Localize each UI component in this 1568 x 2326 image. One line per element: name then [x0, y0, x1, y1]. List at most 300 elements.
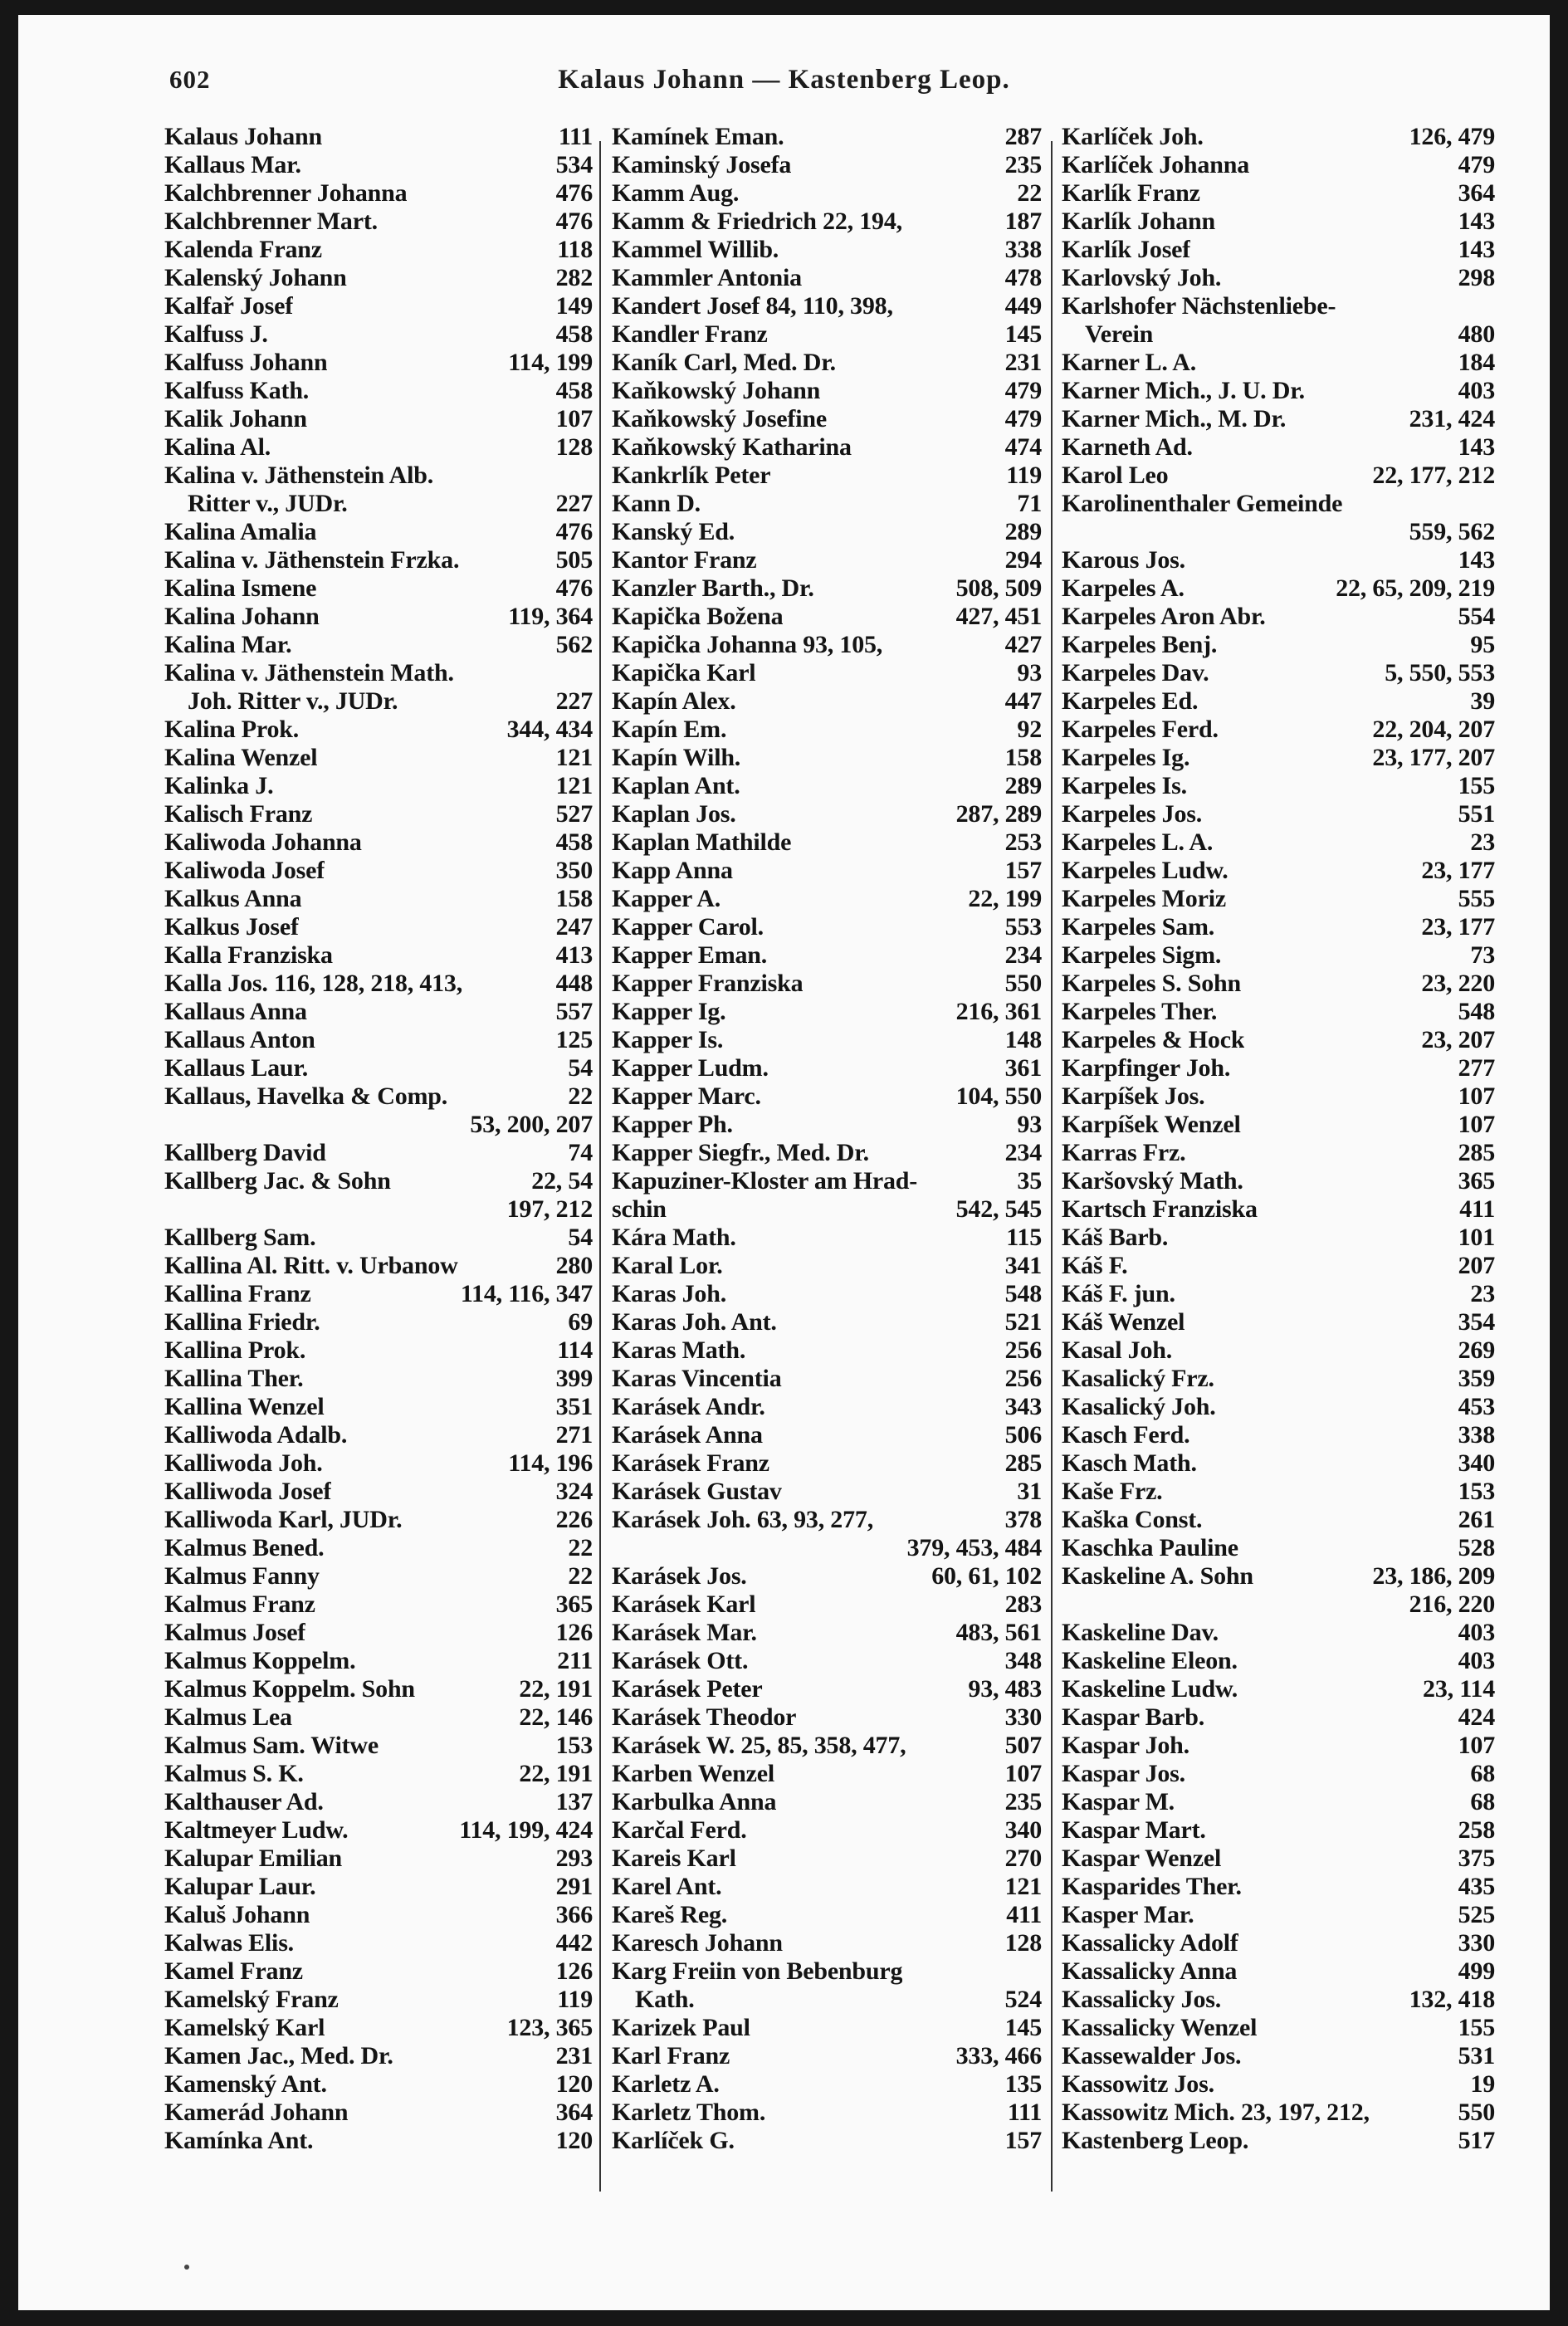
entry-pages: 53, 200, 207 [470, 1111, 593, 1138]
entry-pages: 479 [1004, 405, 1042, 432]
index-entry [612, 800, 1042, 828]
entry-pages: 128 [555, 433, 593, 461]
entry-pages: 289 [1004, 772, 1042, 799]
entry-name: Karpeles Aron Abr. [1062, 603, 1266, 630]
entry-name: Kalliwoda Joh. [164, 1449, 323, 1477]
entry-pages: 23, 177 [1421, 857, 1495, 884]
index-entry [1062, 179, 1495, 208]
entry-name: Kamm Aug. [612, 179, 740, 207]
index-entry [164, 1139, 593, 1167]
index-entry [1062, 1167, 1495, 1195]
index-entry [612, 885, 1042, 913]
entry-name: Karásek Jos. [612, 1562, 747, 1590]
entry-name: Kalkus Anna [164, 885, 302, 912]
entry-pages: 350 [555, 857, 593, 884]
entry-name: Káš F. [1062, 1252, 1128, 1279]
index-entry [1062, 1562, 1495, 1591]
entry-name: Kalwas Elis. [164, 1929, 294, 1957]
entry-name: Kalfuss Johann [164, 349, 328, 376]
entry-name: Kalthauser Ad. [164, 1788, 324, 1815]
index-entry [612, 1534, 1042, 1562]
entry-name: Kalina Prok. [164, 716, 300, 743]
entry-pages: 403 [1458, 1619, 1495, 1646]
index-entry [164, 208, 593, 236]
entry-name: Kallina Friedr. [164, 1308, 320, 1336]
entry-name: Kalupar Laur. [164, 1873, 316, 1900]
entry-pages: 54 [568, 1054, 593, 1082]
entry-name: Kaplan Mathilde [612, 828, 792, 856]
index-entry [1062, 2042, 1495, 2070]
index-entry [164, 1478, 593, 1506]
entry-name: Karpeles S. Sohn [1062, 970, 1242, 997]
entry-name: Kasparides Ther. [1062, 1873, 1242, 1900]
index-entry [612, 772, 1042, 800]
entry-pages: 548 [1004, 1280, 1042, 1307]
entry-name: Kalina Mar. [164, 631, 292, 658]
entry-pages: 143 [1458, 236, 1495, 263]
entry-name: Kapp Anna [612, 857, 733, 884]
entry-pages: 458 [555, 377, 593, 404]
entry-name: Karpeles Ig. [1062, 744, 1190, 771]
entry-pages: 507 [1004, 1732, 1042, 1759]
entry-name: Kallaus Anna [164, 998, 307, 1025]
entry-pages: 227 [555, 687, 593, 715]
entry-name: Kalfuss Kath. [164, 377, 310, 404]
entry-pages: 411 [1459, 1195, 1495, 1223]
entry-name: Karásek Theodor [612, 1703, 797, 1731]
entry-pages: 126, 479 [1409, 123, 1495, 150]
entry-pages: 22 [568, 1534, 593, 1561]
entry-name: Kapper Eman. [612, 941, 768, 969]
entry-name: Kalchbrenner Mart. [164, 208, 378, 235]
index-entry [1062, 1252, 1495, 1280]
entry-name: Karl Franz [612, 2042, 730, 2069]
entry-pages: 562 [555, 631, 593, 658]
entry-pages: 22, 65, 209, 219 [1336, 574, 1495, 602]
index-entry [612, 1224, 1042, 1252]
entry-pages: 282 [555, 264, 593, 291]
entry-pages: 184 [1458, 349, 1495, 376]
index-entry [612, 1054, 1042, 1082]
index-entry [164, 1732, 593, 1760]
entry-pages: 143 [1458, 208, 1495, 235]
entry-name: Karlíček G. [612, 2127, 735, 2154]
index-columns [164, 123, 1517, 2265]
index-entry [164, 659, 593, 687]
entry-name: Kassalicky Anna [1062, 1957, 1238, 1985]
entry-pages: 107 [1458, 1732, 1495, 1759]
entry-name: Kastenberg Leop. [1062, 2127, 1249, 2154]
entry-pages: 22, 204, 207 [1372, 716, 1495, 743]
entry-pages: 31 [1017, 1478, 1042, 1505]
index-entry [164, 1647, 593, 1675]
entry-name: Karlíček Joh. [1062, 123, 1204, 150]
index-entry [612, 1816, 1042, 1845]
entry-pages: 289 [1004, 518, 1042, 545]
index-entry [164, 1111, 593, 1139]
entry-pages: 285 [1458, 1139, 1495, 1166]
entry-pages: 107 [1458, 1082, 1495, 1110]
entry-pages: 54 [568, 1224, 593, 1251]
entry-name: Kapper A. [612, 885, 721, 912]
index-entry [612, 2070, 1042, 2099]
index-entry [164, 1816, 593, 1845]
entry-pages: 216, 361 [955, 998, 1042, 1025]
entry-pages: 344, 434 [506, 716, 593, 743]
entry-pages: 153 [555, 1732, 593, 1759]
entry-pages: 211 [557, 1647, 593, 1674]
entry-pages: 231 [1004, 349, 1042, 376]
index-entry [612, 1845, 1042, 1873]
index-entry [164, 1026, 593, 1054]
entry-name: Kaspar Jos. [1062, 1760, 1185, 1787]
entry-name: Kaspar Mart. [1062, 1816, 1206, 1844]
entry-name: Kantor Franz [612, 546, 757, 574]
entry-pages: 158 [1004, 744, 1042, 771]
entry-pages: 555 [1458, 885, 1495, 912]
entry-pages: 287 [1004, 123, 1042, 150]
entry-name: Karben Wenzel [612, 1760, 775, 1787]
entry-pages: 231 [555, 2042, 593, 2069]
entry-pages: 550 [1004, 970, 1042, 997]
entry-name: Kaliwoda Josef [164, 857, 325, 884]
entry-pages: 527 [555, 800, 593, 828]
entry-pages: 68 [1470, 1760, 1495, 1787]
index-entry [612, 264, 1042, 292]
entry-name: Karásek Gustav [612, 1478, 782, 1505]
entry-name: Kamen Jac., Med. Dr. [164, 2042, 393, 2069]
index-entry [612, 1026, 1042, 1054]
entry-name: Kaspar M. [1062, 1788, 1175, 1815]
entry-pages: 548 [1458, 998, 1495, 1025]
entry-pages: 324 [555, 1478, 593, 1505]
entry-pages: 101 [1458, 1224, 1495, 1251]
entry-name: Kasal Joh. [1062, 1336, 1173, 1364]
entry-pages: 93, 483 [968, 1675, 1042, 1703]
entry-name: Karpeles Ferd. [1062, 716, 1219, 743]
index-entry [1062, 1873, 1495, 1901]
index-entry [1062, 1675, 1495, 1703]
entry-pages: 126 [555, 1619, 593, 1646]
index-entry [1062, 1901, 1495, 1929]
index-entry [612, 377, 1042, 405]
entry-pages: 74 [568, 1139, 593, 1166]
entry-pages: 411 [1006, 1901, 1042, 1928]
entry-name: Karpeles A. [1062, 574, 1185, 602]
entry-name: Karpeles Jos. [1062, 800, 1203, 828]
index-entry [164, 828, 593, 857]
entry-pages: 153 [1458, 1478, 1495, 1505]
index-entry [612, 1308, 1042, 1336]
entry-pages: 22, 146 [519, 1703, 593, 1731]
index-entry [1062, 151, 1495, 179]
entry-pages: 135 [1004, 2070, 1042, 2098]
entry-pages: 22 [568, 1562, 593, 1590]
index-entry [164, 1308, 593, 1336]
entry-pages: 71 [1017, 490, 1042, 517]
entry-pages: 508, 509 [955, 574, 1042, 602]
index-entry [612, 179, 1042, 208]
entry-name: Kalina Ismene [164, 574, 317, 602]
entry-name: Ritter v., JUDr. [188, 490, 348, 517]
page-header [18, 58, 1550, 108]
index-entry [612, 320, 1042, 349]
index-entry [1062, 377, 1495, 405]
entry-name: Kamenský Ant. [164, 2070, 327, 2098]
entry-pages: 132, 418 [1409, 1986, 1495, 2013]
index-entry [612, 462, 1042, 490]
index-entry [164, 857, 593, 885]
entry-pages: 399 [555, 1365, 593, 1392]
entry-pages: 364 [1458, 179, 1495, 207]
index-entry [612, 970, 1042, 998]
entry-pages: 120 [555, 2127, 593, 2154]
index-entry [164, 151, 593, 179]
index-entry [164, 2014, 593, 2042]
index-entry [164, 462, 593, 490]
index-entry [1062, 264, 1495, 292]
index-entry [1062, 687, 1495, 716]
entry-pages: 19 [1470, 2070, 1495, 2098]
entry-pages: 269 [1458, 1336, 1495, 1364]
index-entry [1062, 518, 1495, 546]
index-entry [164, 744, 593, 772]
entry-pages: 478 [1004, 264, 1042, 291]
index-entry [1062, 631, 1495, 659]
index-entry [1062, 1082, 1495, 1111]
index-entry [612, 1195, 1042, 1224]
index-entry [1062, 1845, 1495, 1873]
index-entry [164, 772, 593, 800]
entry-name: Kalisch Franz [164, 800, 313, 828]
index-entry [1062, 1139, 1495, 1167]
index-entry [164, 913, 593, 941]
entry-name: Karas Joh. [612, 1280, 727, 1307]
entry-pages: 68 [1470, 1788, 1495, 1815]
index-entry [1062, 349, 1495, 377]
entry-name: Kapička Karl [612, 659, 756, 687]
entry-pages: 449 [1004, 292, 1042, 320]
entry-pages: 120 [555, 2070, 593, 2098]
entry-pages: 128 [1004, 1929, 1042, 1957]
entry-pages: 115 [1006, 1224, 1042, 1251]
entry-pages: 149 [555, 292, 593, 320]
entry-name: Kassalicky Adolf [1062, 1929, 1238, 1957]
entry-name: Karpeles Ther. [1062, 998, 1218, 1025]
entry-pages: 528 [1458, 1534, 1495, 1561]
entry-pages: 435 [1458, 1873, 1495, 1900]
entry-pages: 542, 545 [955, 1195, 1042, 1223]
index-entry [164, 1873, 593, 1901]
index-entry [1062, 1393, 1495, 1421]
entry-name: Kammler Antonia [612, 264, 802, 291]
entry-name: Kassowitz Mich. 23, 197, 212, [1062, 2099, 1370, 2126]
entry-name: Kalmus Josef [164, 1619, 306, 1646]
entry-pages: 23, 177 [1421, 913, 1495, 941]
index-entry [1062, 1449, 1495, 1478]
entry-name: Karras Frz. [1062, 1139, 1186, 1166]
entry-pages: 359 [1458, 1365, 1495, 1392]
index-entry [1062, 885, 1495, 913]
index-entry [1062, 574, 1495, 603]
index-entry [612, 913, 1042, 941]
entry-name: Kassalicky Wenzel [1062, 2014, 1258, 2041]
index-entry [612, 1929, 1042, 1957]
entry-name: Karásek W. 25, 85, 358, 477, [612, 1732, 906, 1759]
entry-name: Karlovský Joh. [1062, 264, 1222, 291]
index-entry [612, 1421, 1042, 1449]
index-entry [612, 603, 1042, 631]
entry-name: Kaskeline Ludw. [1062, 1675, 1238, 1703]
entry-pages: 427, 451 [955, 603, 1042, 630]
index-entry [164, 1195, 593, 1224]
index-entry [612, 574, 1042, 603]
entry-pages: 114, 116, 347 [460, 1280, 593, 1307]
entry-name: Kalliwoda Adalb. [164, 1421, 348, 1449]
entry-name: Kallina Al. Ritt. v. Urbanow [164, 1252, 458, 1279]
entry-pages: 123, 365 [506, 2014, 593, 2041]
entry-pages: 476 [555, 574, 593, 602]
index-entry [164, 885, 593, 913]
entry-pages: 448 [555, 970, 593, 997]
entry-pages: 534 [555, 151, 593, 178]
index-entry [1062, 1111, 1495, 1139]
entry-pages: 283 [1004, 1591, 1042, 1618]
entry-name: Kaška Const. [1062, 1506, 1203, 1533]
entry-name: Kallina Franz [164, 1280, 311, 1307]
entry-pages: 424 [1458, 1703, 1495, 1731]
entry-pages: 261 [1458, 1506, 1495, 1533]
index-entry [1062, 1308, 1495, 1336]
index-entry [1062, 1957, 1495, 1986]
index-entry [164, 490, 593, 518]
entry-name: Kaplan Jos. [612, 800, 736, 828]
entry-name: Kalfuss J. [164, 320, 268, 348]
index-entry [612, 151, 1042, 179]
entry-pages: 474 [1004, 433, 1042, 461]
index-entry [1062, 433, 1495, 462]
entry-pages: 226 [555, 1506, 593, 1533]
entry-pages: 227 [555, 490, 593, 517]
index-entry [164, 1901, 593, 1929]
index-entry [164, 1365, 593, 1393]
entry-name: Karner Mich., M. Dr. [1062, 405, 1287, 432]
entry-name: Kalla Jos. 116, 128, 218, 413, [164, 970, 463, 997]
index-entry [1062, 970, 1495, 998]
entry-name: Karásek Mar. [612, 1619, 757, 1646]
entry-name: Kallaus, Havelka & Comp. [164, 1082, 448, 1110]
entry-pages: 403 [1458, 377, 1495, 404]
entry-pages: 23 [1470, 1280, 1495, 1307]
entry-pages: 521 [1004, 1308, 1042, 1336]
index-entry [164, 1224, 593, 1252]
index-entry [1062, 1336, 1495, 1365]
index-entry [1062, 1280, 1495, 1308]
entry-pages: 145 [1004, 320, 1042, 348]
index-entry [1062, 1732, 1495, 1760]
entry-pages: 480 [1458, 320, 1495, 348]
entry-name: Karásek Joh. 63, 93, 277, [612, 1506, 874, 1533]
entry-pages: 234 [1004, 1139, 1042, 1166]
index-entry [164, 546, 593, 574]
entry-pages: 119 [557, 1986, 593, 2013]
entry-name: Kalmus Koppelm. Sohn [164, 1675, 415, 1703]
entry-name: Kaňkowský Katharina [612, 433, 852, 461]
entry-pages: 559, 562 [1409, 518, 1495, 545]
index-entry [164, 603, 593, 631]
index-entry [164, 236, 593, 264]
index-entry [612, 941, 1042, 970]
entry-name: Kapper Marc. [612, 1082, 761, 1110]
entry-name: Kapuziner-Kloster am Hrad- [612, 1167, 918, 1195]
entry-name: Karol Leo [1062, 462, 1169, 489]
entry-name: Kalina v. Jäthenstein Frzka. [164, 546, 460, 574]
entry-name: Kalmus Koppelm. [164, 1647, 356, 1674]
entry-pages: 531 [1458, 2042, 1495, 2069]
entry-pages: 361 [1004, 1054, 1042, 1082]
entry-pages: 93 [1017, 1111, 1042, 1138]
index-entry [164, 970, 593, 998]
index-entry [1062, 320, 1495, 349]
index-entry [612, 1591, 1042, 1619]
entry-name: Kareš Reg. [612, 1901, 728, 1928]
index-entry [1062, 1365, 1495, 1393]
entry-pages: 22, 199 [968, 885, 1042, 912]
entry-pages: 403 [1458, 1647, 1495, 1674]
entry-name: Kallberg David [164, 1139, 326, 1166]
entry-pages: 506 [1004, 1421, 1042, 1449]
entry-name: Karas Vincentia [612, 1365, 782, 1392]
index-entry [612, 1252, 1042, 1280]
entry-name: Kára Math. [612, 1224, 736, 1251]
entry-pages: 330 [1458, 1929, 1495, 1957]
entry-pages: 553 [1004, 913, 1042, 941]
index-entry [164, 1591, 593, 1619]
entry-name: Kalinka J. [164, 772, 274, 799]
index-entry [164, 518, 593, 546]
index-entry [612, 1449, 1042, 1478]
index-entry [612, 1082, 1042, 1111]
entry-name: Kanzler Barth., Dr. [612, 574, 814, 602]
entry-name: Kassowitz Jos. [1062, 2070, 1214, 2098]
entry-name: Kankrlík Peter [612, 462, 771, 489]
entry-name: Kasper Mar. [1062, 1901, 1194, 1928]
entry-pages: 256 [1004, 1365, 1042, 1392]
entry-name: Karpeles Moriz [1062, 885, 1226, 912]
index-entry [164, 377, 593, 405]
page-number: 602 [169, 65, 211, 94]
index-entry [1062, 1816, 1495, 1845]
entry-pages: 119, 364 [508, 603, 593, 630]
entry-pages: 447 [1004, 687, 1042, 715]
entry-name: Karpíšek Wenzel [1062, 1111, 1241, 1138]
entry-pages: 365 [1458, 1167, 1495, 1195]
entry-name: Kasch Ferd. [1062, 1421, 1190, 1449]
entry-pages: 111 [558, 123, 593, 150]
entry-pages: 333, 466 [955, 2042, 1042, 2069]
entry-name: Kalliwoda Karl, JUDr. [164, 1506, 403, 1533]
entry-name: Verein [1085, 320, 1154, 348]
entry-name: Joh. Ritter v., JUDr. [188, 687, 398, 715]
index-entry [164, 264, 593, 292]
entry-pages: 525 [1458, 1901, 1495, 1928]
entry-pages: 476 [555, 179, 593, 207]
entry-name: Kalla Franziska [164, 941, 333, 969]
index-entry [612, 1703, 1042, 1732]
entry-name: Kalliwoda Josef [164, 1478, 332, 1505]
entry-pages: 378 [1004, 1506, 1042, 1533]
index-entry [1062, 1760, 1495, 1788]
